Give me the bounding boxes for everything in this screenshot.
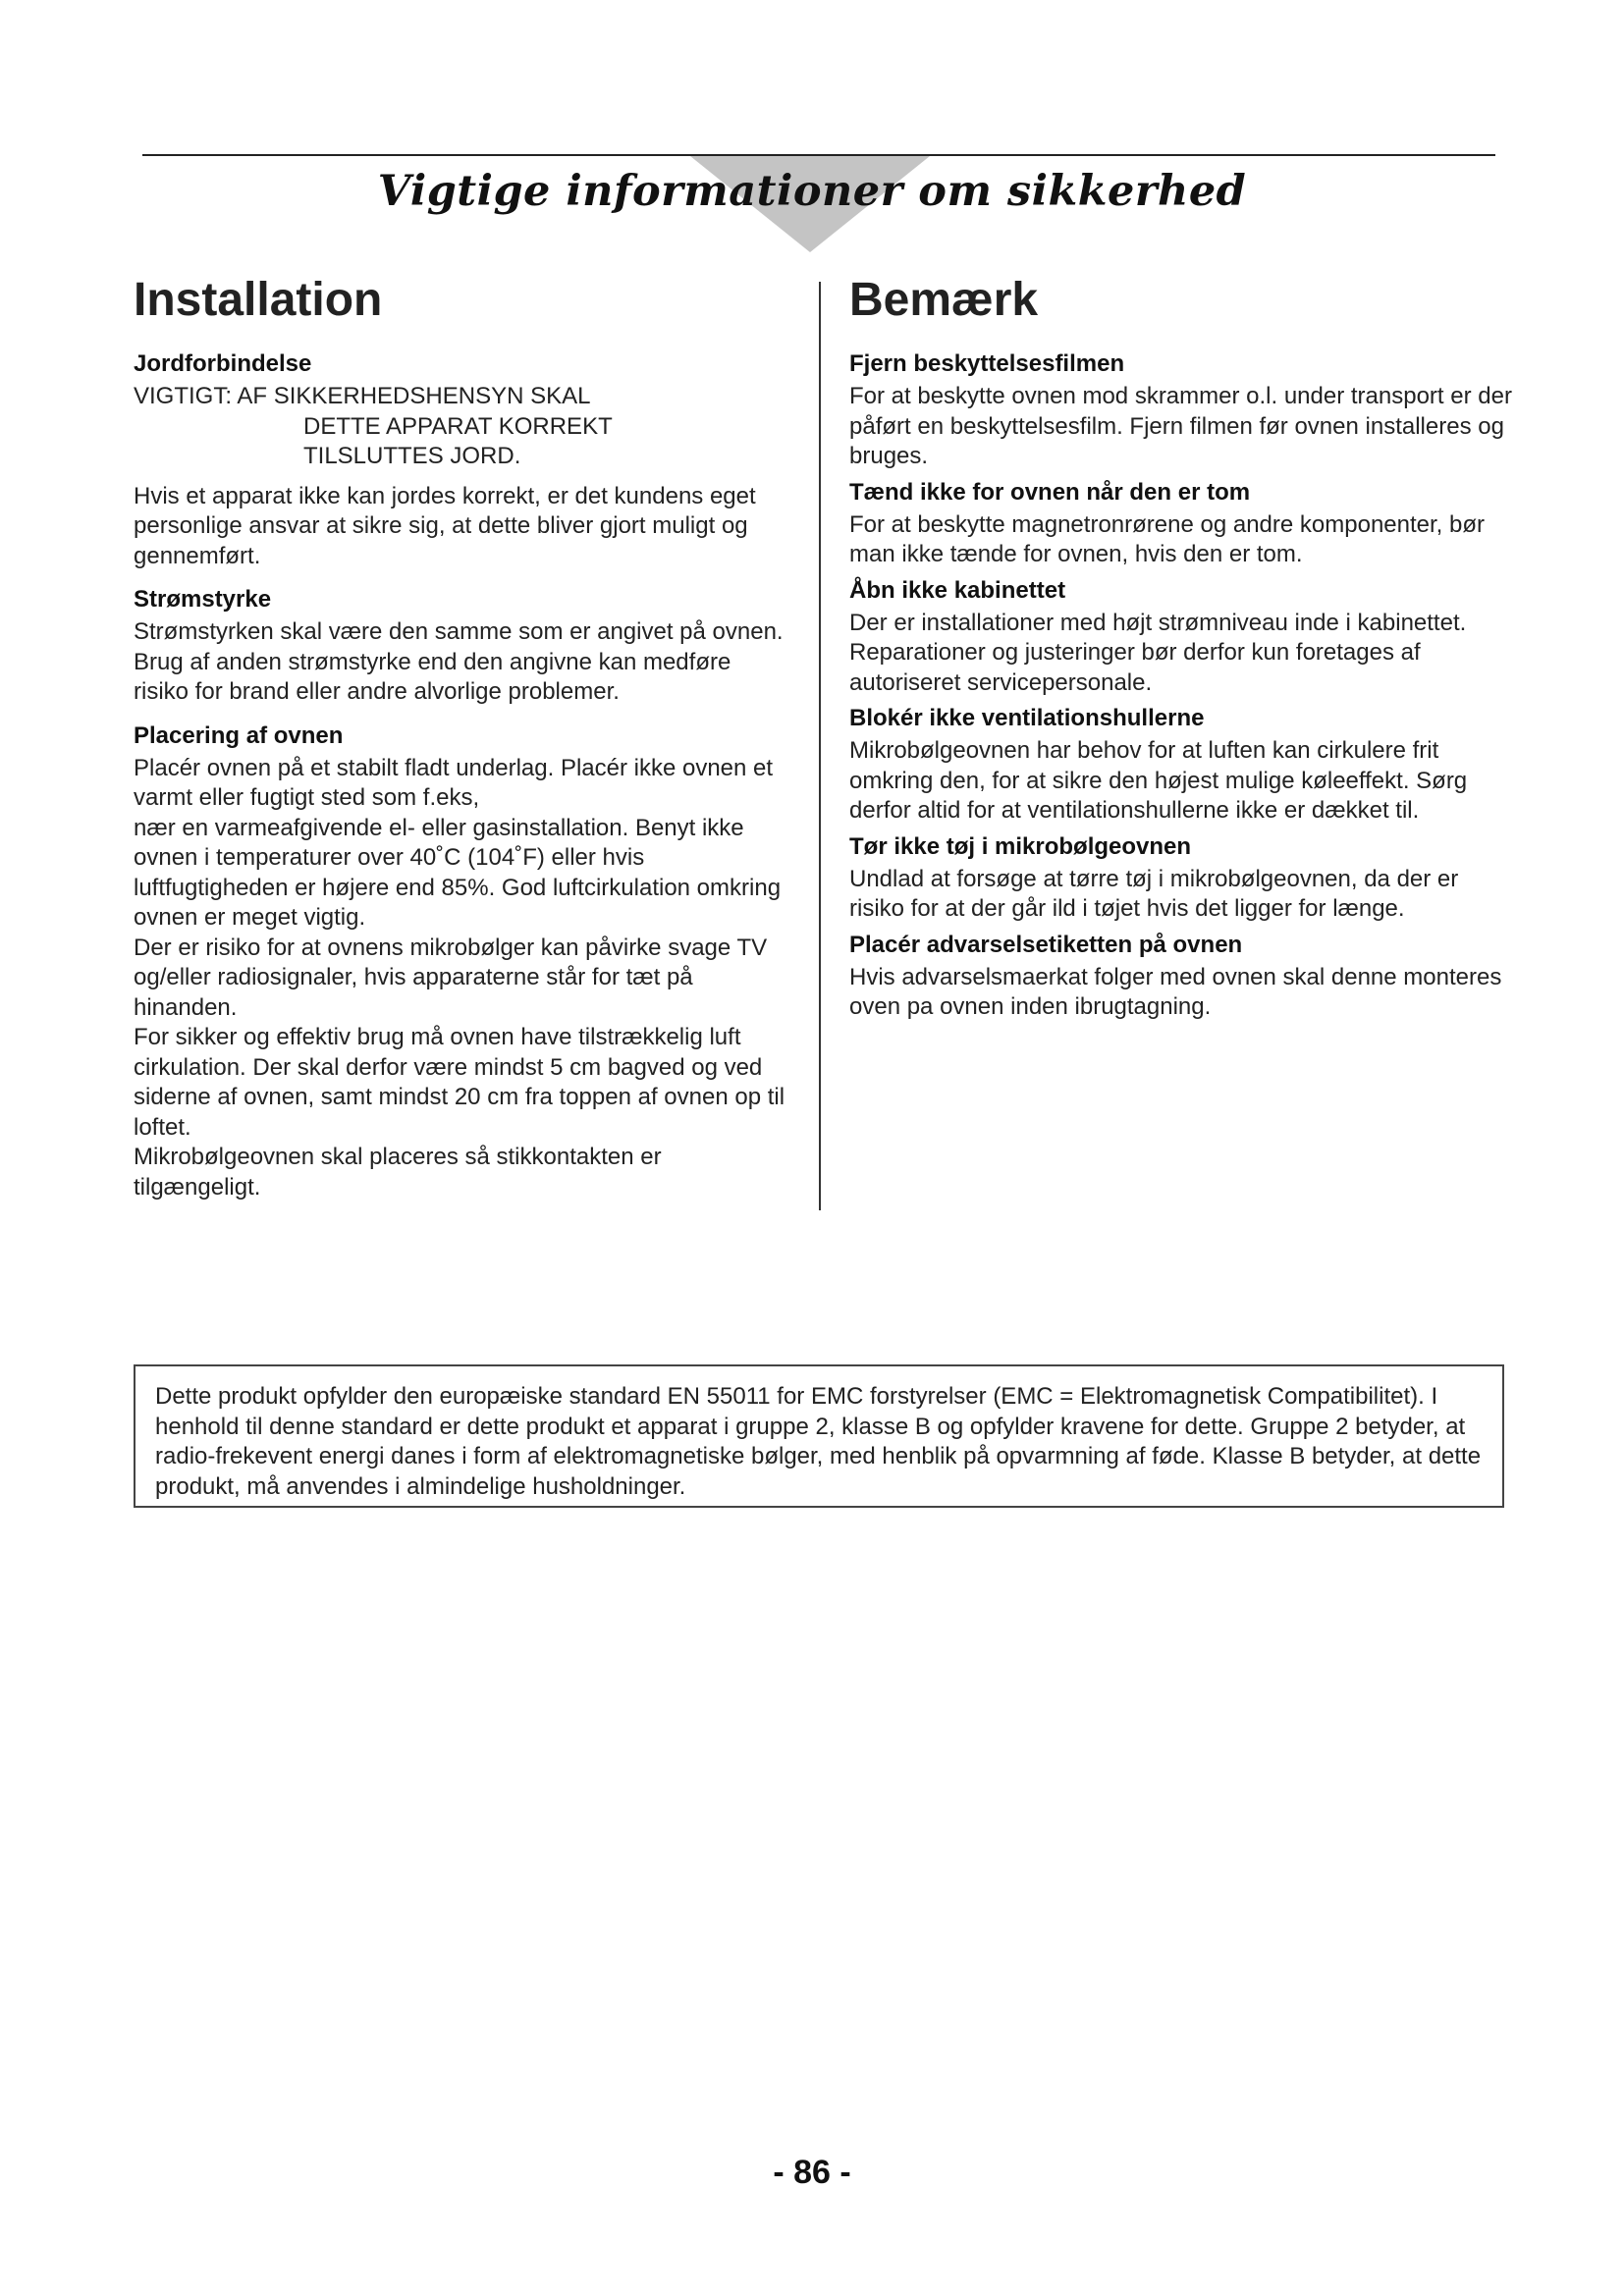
emc-notice-box: [134, 1364, 1504, 1508]
note-text: Hvis advarselsmaerkat folger med ovnen skal denne monteres oven pa ovnen inden ibrugtagning.: [849, 963, 1502, 1020]
ground-warning-line: DETTE APPARAT KORREKT: [303, 412, 613, 440]
note-title: Tænd ikke for ovnen når den er tom: [849, 478, 1251, 506]
ground-text: Hvis et apparat ikke kan jordes korrekt, er det kundens eget personlige ansvar at sikre sig, at dette bliver gjort muligt og gennemført.: [134, 482, 756, 569]
notes-column: [849, 273, 1517, 1023]
note-text: For at beskytte magnetronrørene og andre komponenter, bør man ikke tænde for ovnen, hvis den er tom.: [849, 510, 1486, 567]
column-divider: [819, 282, 821, 1210]
placement-title: Placering af ovnen: [134, 721, 344, 749]
ground-warning-line: TILSLUTTES JORD.: [303, 443, 521, 469]
note-text: For at beskytte ovnen mod skrammer o.l. under transport er der påført en beskyttelsesfilm. Fjern filmen før ovnen installeres og bruges.: [849, 383, 1512, 469]
placement-paragraph: Mikrobølgeovnen skal placeres så stikkontakten er tilgængeligt.: [134, 1144, 662, 1201]
note-title: Placér advarselsetiketten på ovnen: [849, 931, 1243, 958]
placement-paragraph: For sikker og effektiv brug må ovnen have tilstrækkelig luft cirkulation. Der skal derfor være mindst 5 cm bagved og ved siderne af ovnen, samt mindst 20 cm fra toppen af ovnen op til loftet.: [134, 1024, 785, 1141]
note-title: Fjern beskyttelsesfilmen: [849, 350, 1125, 377]
note-title: Tør ikke tøj i mikrobølgeovnen: [849, 832, 1192, 860]
emc-notice-text: Dette produkt opfylder den europæiske standard EN 55011 for EMC forstyrelser (EMC = Elektromagnetisk Compatibilitet). I henhold til denne standard er dette produkt et apparat i gruppe 2, klasse B og opfylder kravene for dette. Gruppe 2 betyder, at radio-frekevent energi danes i form af elektromagnetiske bølger, med henblik på opvarmning af føde. Klasse B betyder, at dette produkt, må anvendes i almindelige husholdninger.: [155, 1383, 1482, 1500]
ground-title: Jordforbindelse: [134, 350, 312, 377]
placement-paragraph: Placér ovnen på et stabilt fladt underlag. Placér ikke ovnen et varmt eller fugtigt sted som f.eks,: [134, 754, 774, 811]
note-text: Mikrobølgeovnen har behov for at luften kan cirkulere frit omkring den, for at sikre den højest mulige køleeffekt. Sørg derfor altid for at ventilationshullerne ikke er dækket til.: [849, 737, 1468, 824]
installation-column: [134, 273, 791, 1202]
note-text: Undlad at forsøge at tørre tøj i mikrobølgeovnen, da der er risiko for at der går ild i tøjet hvis det ligger for længe.: [849, 865, 1459, 922]
installation-heading: Installation: [134, 274, 383, 326]
placement-paragraph: Der er risiko for at ovnens mikrobølger kan påvirke svage TV og/eller radiosignaler, hvis apparaterne står for tæt på hinanden.: [134, 934, 768, 1021]
current-title: Strømstyrke: [134, 586, 272, 613]
notes-heading: Bemærk: [849, 274, 1039, 326]
note-text: Der er installationer med højt strømniveau inde i kabinettet. Reparationer og justeringer bør derfor kun foretages af autoriseret servicepersonale.: [849, 609, 1467, 696]
page-number: - 86 -: [773, 2154, 851, 2191]
current-text: Strømstyrken skal være den samme som er angivet på ovnen. Brug af anden strømstyrke end den angivne kan medføre risiko for brand eller andre alvorlige problemer.: [134, 618, 784, 705]
note-title: Åbn ikke kabinettet: [849, 576, 1066, 604]
ground-warning: [134, 382, 791, 472]
page-title: Vigtige informationer om sikkerhed: [377, 167, 1247, 216]
placement-paragraph: nær en varmeafgivende el- eller gasinstallation. Benyt ikke ovnen i temperaturer over 40˚C (104˚F) eller hvis luftfugtigheden er højere end 85%. God luftcirkulation omkring ovnen er meget vigtig.: [134, 814, 782, 931]
note-title: Blokér ikke ventilationshullerne: [849, 705, 1205, 731]
ground-warning-line: VIGTIGT: AF SIKKERHEDSHENSYN SKAL: [134, 383, 591, 409]
